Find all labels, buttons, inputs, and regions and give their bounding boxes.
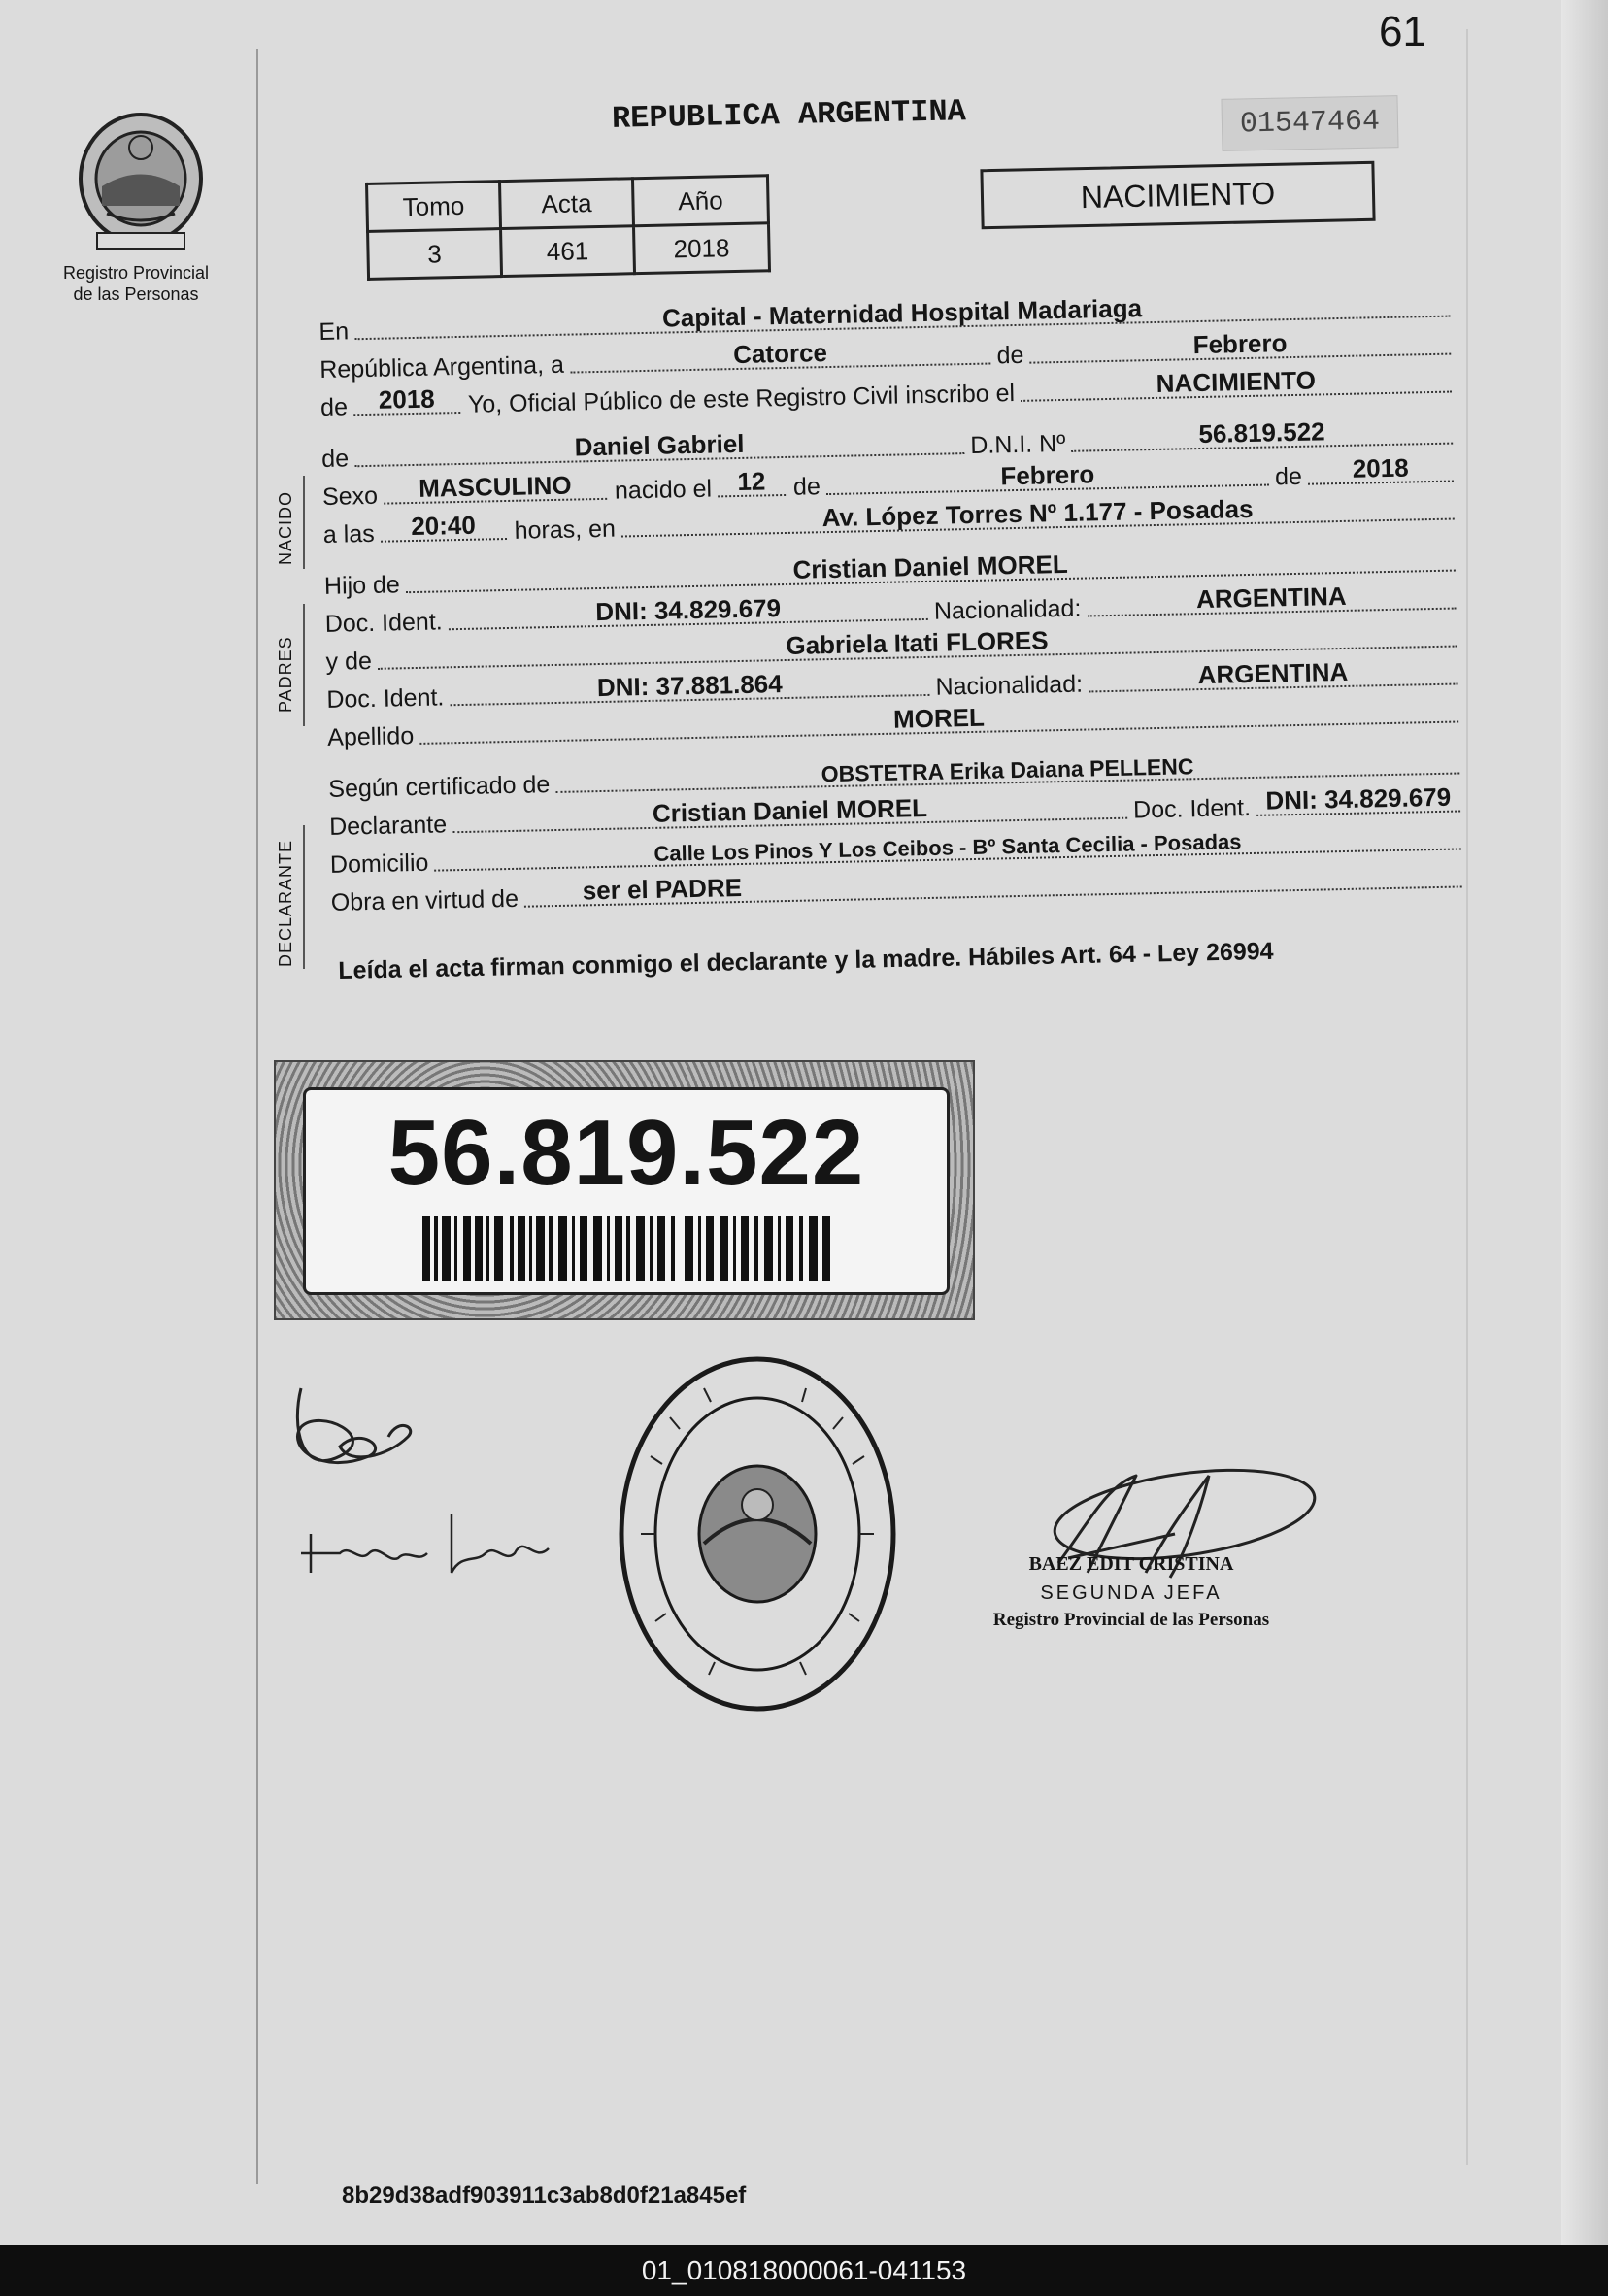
de-label-2: de (319, 393, 349, 421)
hora-field (380, 510, 506, 543)
barcode-inner-box (303, 1087, 950, 1295)
register-header-anio: Año (632, 176, 768, 226)
padre-nac-field (1087, 581, 1457, 617)
nac-anio-value: 2018 (1352, 452, 1409, 483)
register-table-header-row (367, 176, 769, 232)
madre-doc-label: Doc. Ident. (326, 683, 445, 714)
a-las-label: a las (322, 519, 375, 549)
anio-value: 2018 (378, 383, 436, 415)
declarante-doc-label: Doc. Ident. (1132, 794, 1252, 824)
right-margin-line (1466, 29, 1468, 2165)
logo-caption (39, 262, 233, 305)
sexo-field (384, 470, 607, 505)
nac-mes-value: Febrero (1000, 459, 1095, 491)
leida-statement: Leída el acta firman conmigo el declarante y la madre. Hábiles Art. 64 - Ley 26994 (338, 937, 1274, 984)
nac-dia-field (718, 466, 786, 497)
register-value-anio: 2018 (633, 223, 769, 274)
nombre-value: Daniel Gabriel (574, 428, 745, 462)
hora-value: 20:40 (410, 510, 477, 542)
apellido-value: MOREL (892, 702, 986, 734)
register-header-acta: Acta (500, 179, 634, 229)
declarante-bar (303, 825, 305, 969)
logo-caption-line2: de las Personas (73, 284, 199, 304)
official-name: BAEZ EDIT CRISTINA (1028, 1553, 1234, 1575)
register-value-acta: 461 (501, 226, 635, 277)
padre-doc-value: DNI: 34.829.679 (594, 593, 782, 627)
nacido-section-label: NACIDO (276, 490, 295, 565)
dni-value: 56.819.522 (1198, 416, 1325, 449)
hijo-de-label: Hijo de (323, 571, 401, 600)
padres-bar (303, 604, 305, 726)
padre-doc-label: Doc. Ident. (324, 608, 443, 638)
padre-doc-field (448, 593, 928, 630)
padres-section-label: PADRES (276, 636, 295, 713)
inscribo-value: NACIMIENTO (1156, 365, 1317, 398)
registry-seal (612, 1349, 903, 1718)
nac-dia-value: 12 (737, 466, 766, 497)
domicilio-label: Domicilio (329, 849, 429, 879)
country-title: REPUBLICA ARGENTINA (611, 93, 967, 137)
madre-doc-field (450, 669, 930, 706)
nac-anio-field (1308, 452, 1454, 485)
obra-label: Obra en virtud de (330, 884, 519, 916)
nombre-label: de (320, 445, 350, 473)
official-organization: Registro Provincial de las Personas (992, 1610, 1270, 1630)
margin-line (256, 49, 258, 2184)
en-value: Capital - Maternidad Hospital Madariaga (661, 293, 1143, 333)
mes-field (1029, 328, 1451, 364)
de-label: de (996, 341, 1024, 370)
dni-field (1071, 416, 1453, 452)
horas-en-label: horas, en (514, 515, 617, 545)
obra-value: ser el PADRE (582, 873, 743, 906)
padre-value: Cristian Daniel MOREL (792, 549, 1068, 584)
padre-nacionalidad-label: Nacionalidad: (933, 594, 1082, 625)
nac-mes-field (826, 459, 1270, 496)
barcode-label (274, 1060, 975, 1320)
birth-record-form (318, 285, 1462, 917)
register-header-tomo: Tomo (367, 182, 501, 232)
provincia-misiones-crest-icon (68, 109, 214, 254)
official-title: SEGUNDA JEFA (1040, 1582, 1223, 1604)
dni-label: D.N.I. Nº (970, 429, 1066, 459)
sexo-label: Sexo (321, 482, 379, 511)
padre-nac-value: ARGENTINA (1195, 581, 1347, 615)
nacido-el-label: nacido el (614, 475, 713, 505)
page-number: 61 (1379, 8, 1426, 55)
dia-field (570, 338, 991, 374)
nacido-bar (303, 476, 305, 569)
document-hash: 8b29d38adf903911c3ab8d0f21a845ef (342, 2182, 747, 2209)
footer-filename: 01_010818000061-041153 (0, 2245, 1608, 2296)
declarante-section-label: DECLARANTE (276, 839, 295, 967)
anio-field (353, 383, 460, 416)
register-table-value-row (368, 223, 770, 280)
serial-number: 01547464 (1221, 95, 1398, 151)
madre-nac-field (1089, 656, 1458, 693)
y-de-label: y de (325, 647, 373, 676)
sexo-value: MASCULINO (418, 470, 572, 503)
dia-value: Catorce (732, 338, 828, 370)
barcode-icon (422, 1216, 830, 1281)
en-label: En (318, 317, 350, 346)
mother-signature (282, 1369, 563, 1582)
record-type-box: NACIMIENTO (980, 161, 1375, 229)
page-edge (1561, 0, 1608, 2245)
declarante-doc-value: DNI: 34.829.679 (1265, 782, 1452, 815)
register-value-tomo: 3 (368, 229, 502, 280)
certificado-value: OBSTETRA Erika Daiana PELLENC (821, 753, 1194, 787)
barcode-dni-number: 56.819.522 (387, 1101, 865, 1205)
nac-de-label: de (792, 473, 821, 501)
nac-de-label-2: de (1274, 462, 1303, 491)
apellido-label: Apellido (326, 722, 415, 751)
register-table (365, 174, 771, 281)
madre-doc-value: DNI: 37.881.864 (596, 669, 783, 703)
madre-nac-value: ARGENTINA (1197, 656, 1349, 690)
declarante-value: Cristian Daniel MOREL (652, 792, 928, 828)
domicilio-value: Calle Los Pinos Y Los Ceibos - Bº Santa Cecilia - Posadas (653, 829, 1242, 866)
declarante-label: Declarante (328, 811, 448, 841)
madre-nacionalidad-label: Nacionalidad: (935, 670, 1084, 701)
certificado-label: Según certificado de (328, 771, 551, 803)
republica-label: República Argentina, a (319, 350, 565, 383)
oficial-label: Yo, Oficial Público de este Registro Civil inscribo el (467, 380, 1016, 418)
madre-value: Gabriela Itati FLORES (786, 625, 1049, 660)
inscribo-field (1021, 365, 1452, 402)
logo-caption-line1: Registro Provincial (62, 263, 210, 283)
mes-value: Febrero (1192, 328, 1288, 360)
lugar-value: Av. López Torres Nº 1.177 - Posadas (821, 493, 1254, 533)
declarante-doc-field (1256, 782, 1460, 815)
